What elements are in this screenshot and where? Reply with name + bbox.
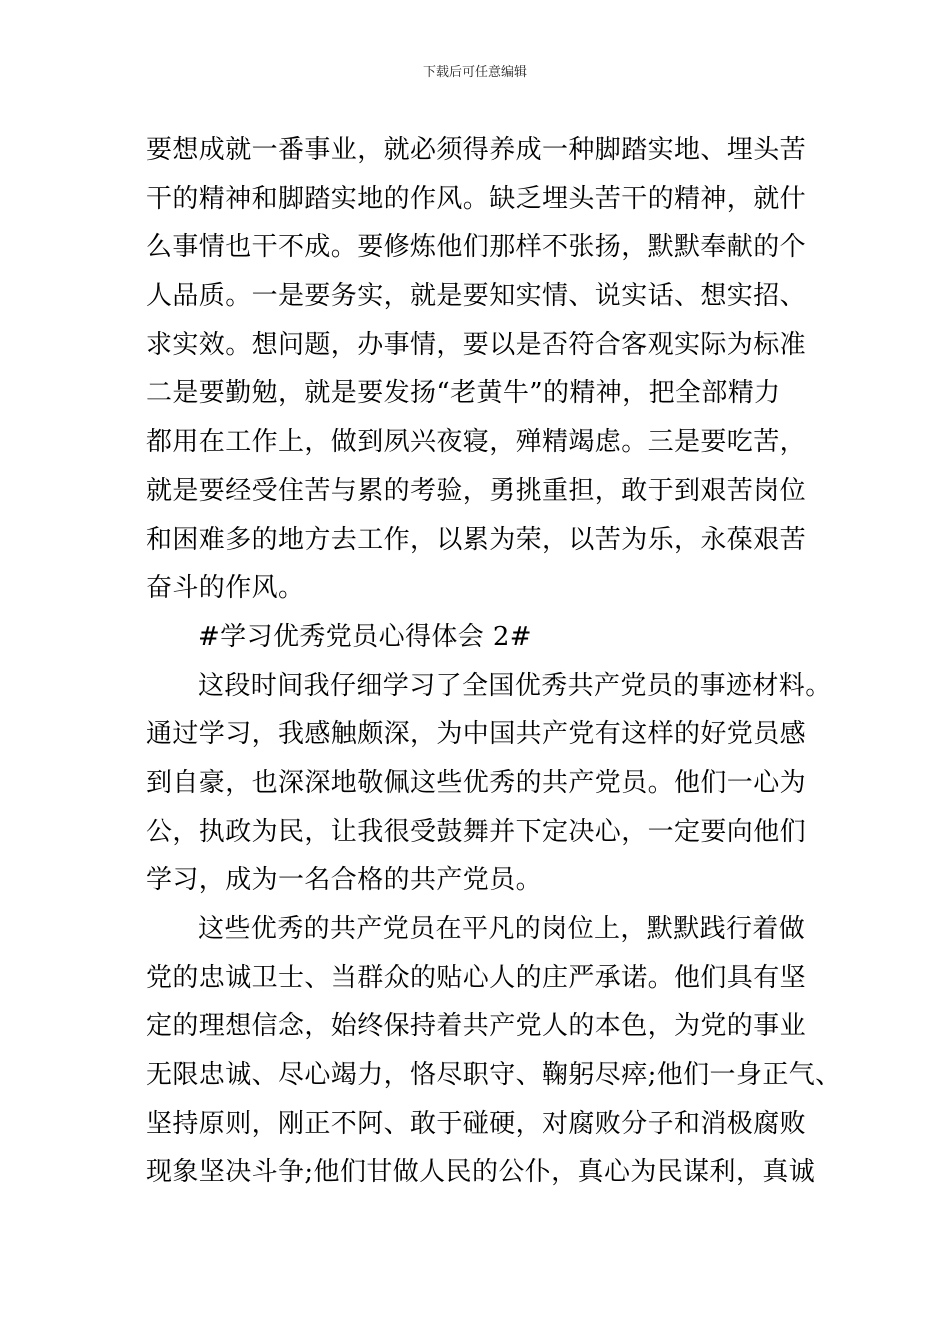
text-line: 人品质。一是要务实，就是要知实情、说实话、想实招、 [146,281,807,312]
text-line: 要想成就一番事业，就必须得养成一种脚踏实地、埋头苦 [146,135,807,165]
text-line: 党的忠诚卫士、当群众的贴心人的庄严承诺。他们具有坚 [146,962,807,993]
text-line: 坚持原则，刚正不阿、敢于碰硬，对腐败分子和消极腐败 [146,1108,807,1139]
text-line: 都用在工作上，做到夙兴夜寝，殚精竭虑。三是要吃苦， [146,427,807,458]
text-line: 求实效。想问题，办事情，要以是否符合客观实际为标准 [146,329,807,360]
text-line: 现象坚决斗争;他们甘做人民的公仆，真心为民谋利，真诚 [146,1157,816,1188]
paragraph-first-line: 这些优秀的共产党员在平凡的岗位上，默默践行着做 [198,914,806,944]
text-line: 么事情也干不成。要修炼他们那样不张扬，默默奉献的个 [146,232,807,263]
paragraph-first-line: 这段时间我仔细学习了全国优秀共产党员的事迹材料。 [198,670,832,701]
text-line: 到自豪，也深深地敬佩这些优秀的共产党员。他们一心为 [146,767,807,798]
section-heading: #学习优秀党员心得体会 2# [198,621,532,652]
text-line: 定的理想信念，始终保持着共产党人的本色，为党的事业 [146,1011,807,1042]
text-line: 二是要勤勉，就是要发扬“老黄牛”的精神，把全部精力 [146,378,781,409]
text-line: 就是要经受住苦与累的考验，勇挑重担，敢于到艰苦岗位 [146,475,807,506]
text-line: 无限忠诚、尽心竭力，恪尽职守、鞠躬尽瘁;他们一身正气、 [146,1060,842,1091]
page-header: 下载后可任意编辑 [422,65,527,80]
text-line: 和困难多的地方去工作，以累为荣，以苦为乐，永葆艰苦 [146,524,807,555]
text-line: 学习，成为一名合格的共产党员。 [146,865,543,896]
document-body [146,126,842,1197]
text-line: 公，执政为民，让我很受鼓舞并下定决心，一定要向他们 [146,816,807,847]
text-line: 通过学习，我感触颇深，为中国共产党有这样的好党员感 [146,719,807,750]
text-line: 干的精神和脚踏实地的作风。缺乏埋头苦干的精神，就什 [146,183,807,214]
text-line: 奋斗的作风。 [146,573,305,604]
